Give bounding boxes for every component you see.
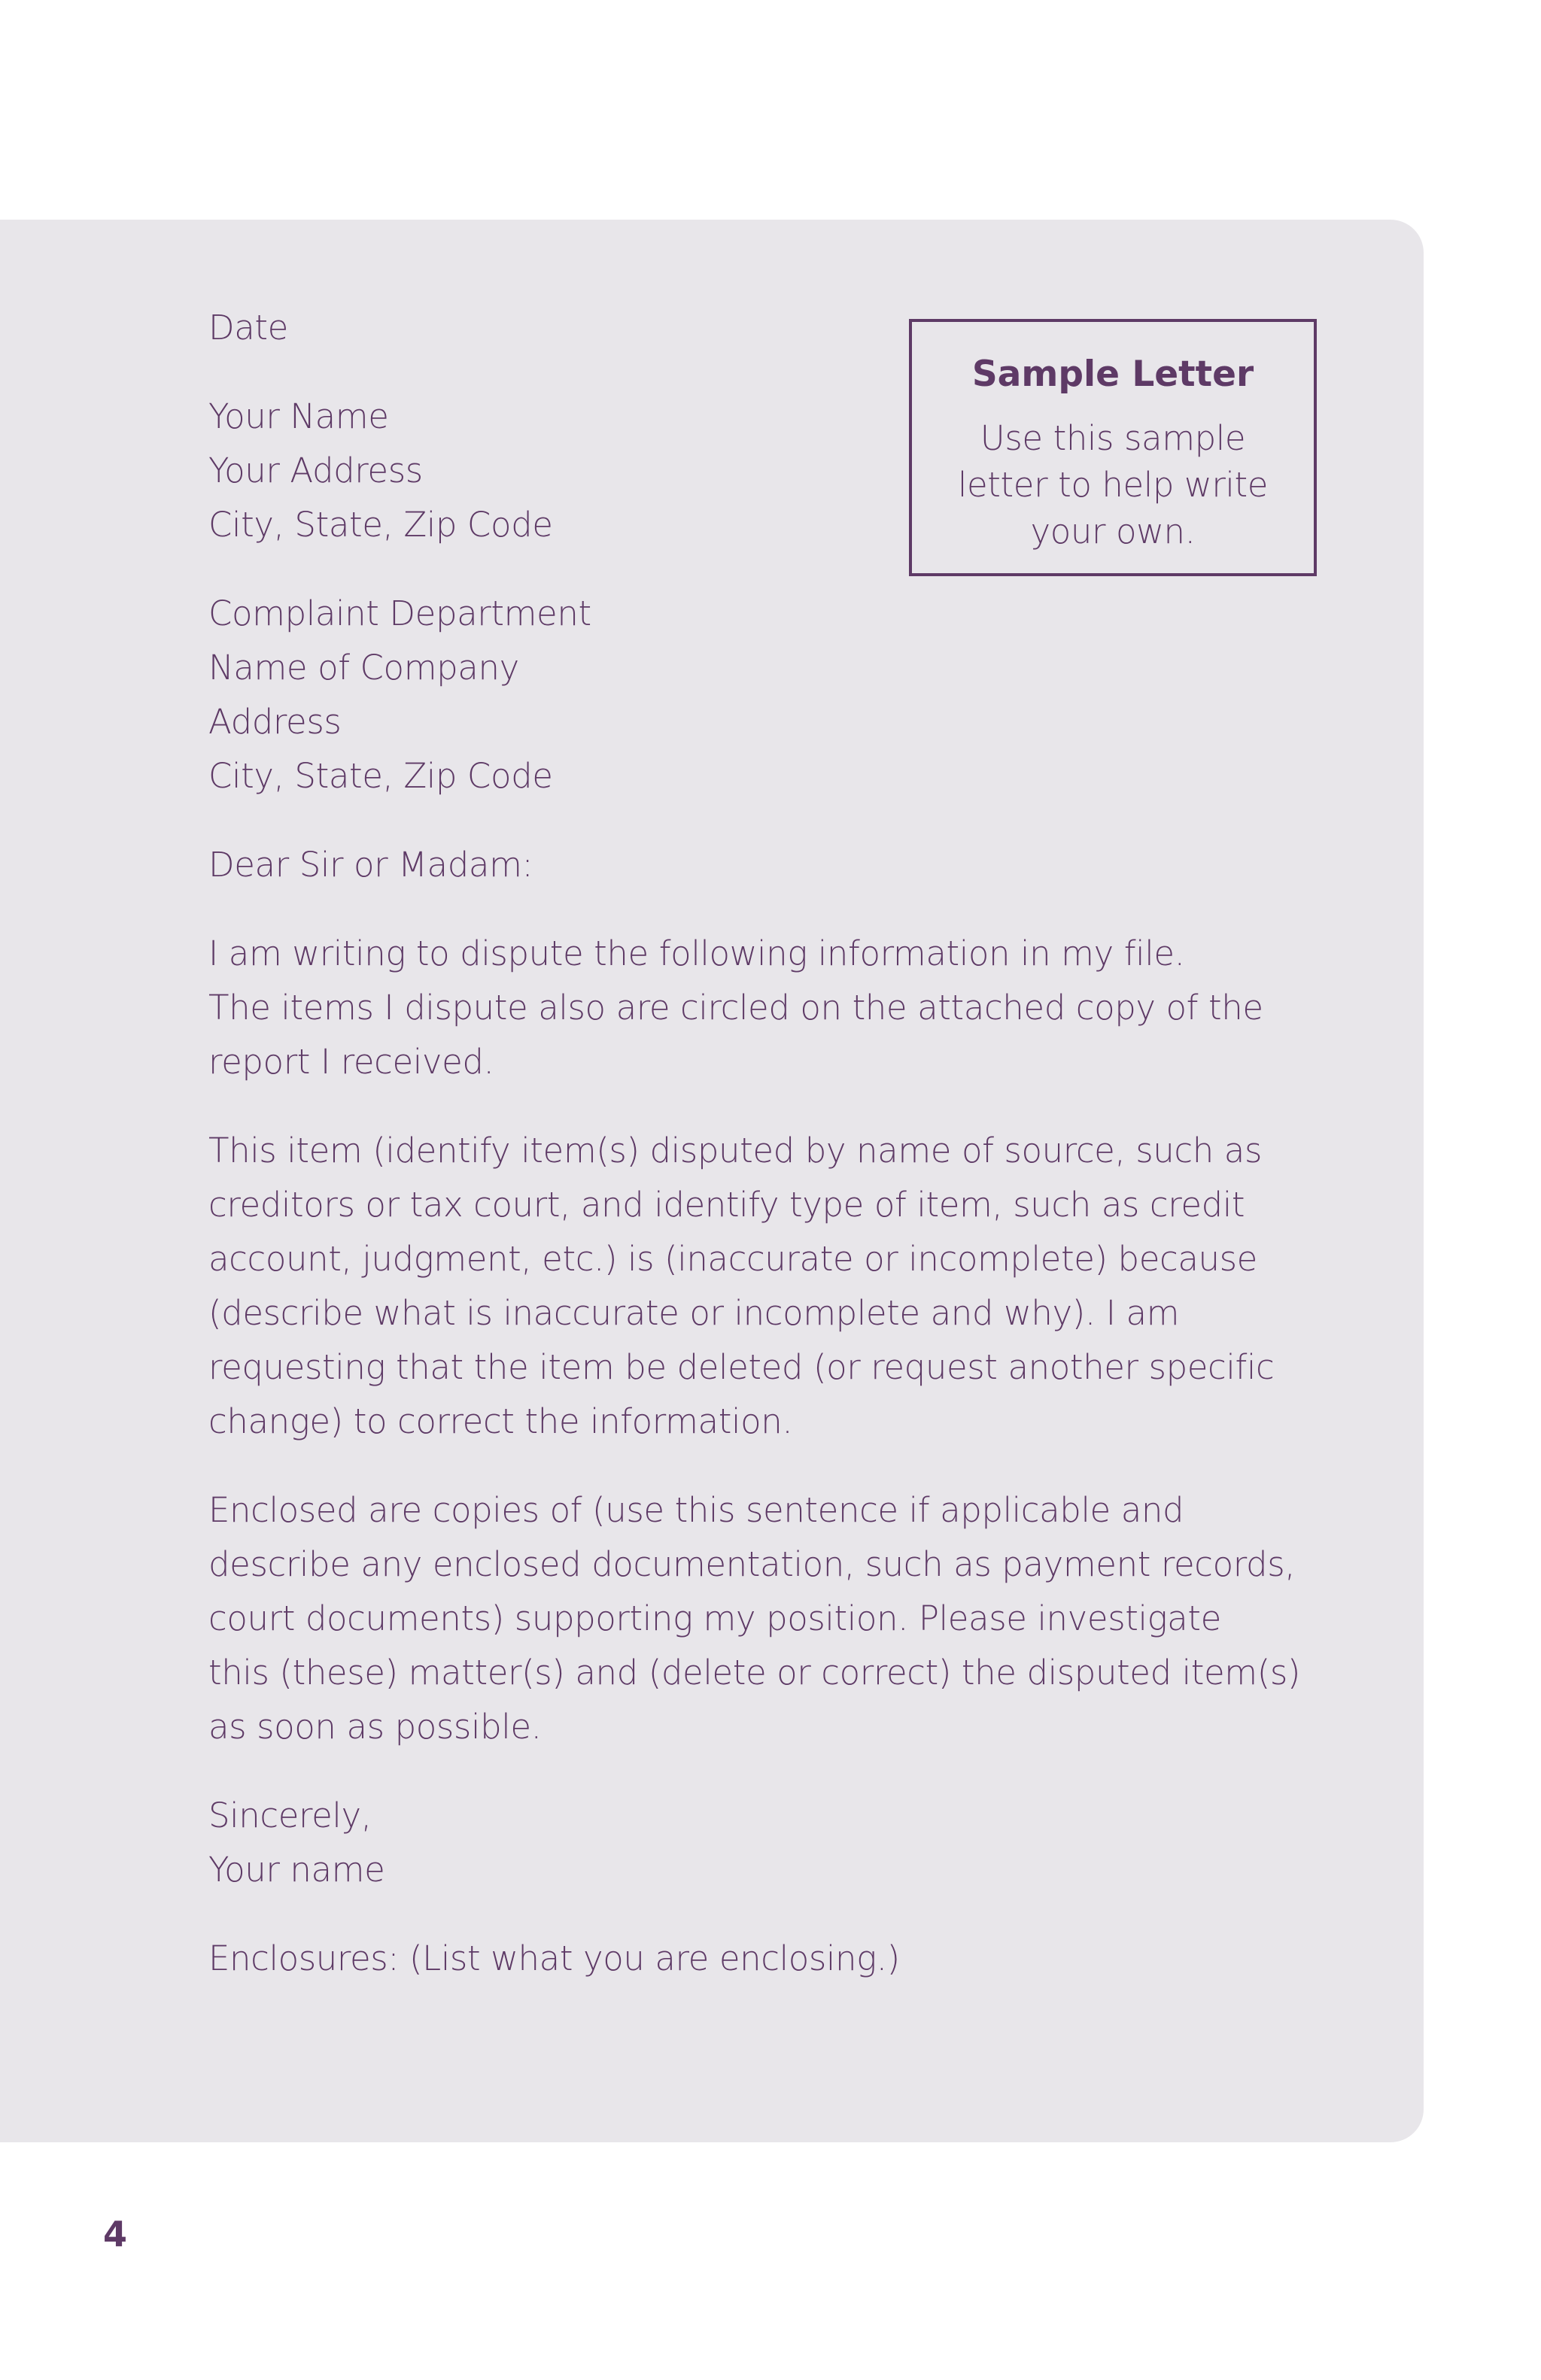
callout-line: your own.: [1030, 512, 1196, 551]
text-line: change) to correct the information.: [208, 1401, 793, 1441]
recipient-address: [208, 587, 1337, 803]
text-line: this (these) matter(s) and (delete or correct) the disputed item(s): [208, 1653, 1301, 1692]
text-line: (describe what is inaccurate or incomplete and why). I am: [208, 1293, 1180, 1333]
text-line: report I received.: [208, 1042, 494, 1082]
page-number: 4: [103, 2214, 128, 2254]
text-line: Enclosed are copies of (use this sentence if applicable and: [208, 1490, 1184, 1530]
sender-city: City, State, Zip Code: [208, 505, 553, 545]
enclosures: [208, 1932, 1337, 1986]
date-line: Date: [208, 308, 288, 348]
closing: [208, 1789, 1337, 1897]
callout-line: letter to help write: [957, 465, 1269, 505]
salutation-line: Dear Sir or Madam:: [208, 845, 533, 885]
callout-title: Sample Letter: [971, 354, 1254, 395]
text-line: court documents) supporting my position. Please investigate: [208, 1598, 1221, 1638]
text-line: This item (identify item(s) disputed by name of source, such as: [208, 1131, 1263, 1170]
callout-line: Use this sample: [980, 418, 1246, 458]
paragraph-enclosed: [208, 1483, 1337, 1754]
signature-line: Your name: [208, 1850, 385, 1890]
text-line: as soon as possible.: [208, 1707, 542, 1747]
enclosures-line: Enclosures: (List what you are enclosing.): [208, 1938, 900, 1978]
sender-street: Your Address: [208, 451, 423, 490]
paragraph-dispute: [208, 927, 1337, 1089]
callout-text: [912, 415, 1314, 555]
closing-line: Sincerely,: [208, 1796, 372, 1835]
recipient-street: Address: [208, 702, 342, 742]
text-line: account, judgment, etc.) is (inaccurate or incomplete) because: [208, 1239, 1257, 1279]
text-line: I am writing to dispute the following information in my file.: [208, 933, 1185, 973]
text-line: creditors or tax court, and identify type of item, such as credit: [208, 1185, 1245, 1225]
sample-letter-callout: [909, 319, 1317, 576]
salutation: [208, 838, 1337, 892]
sender-name: Your Name: [208, 396, 389, 436]
text-line: describe any enclosed documentation, such as payment records,: [208, 1544, 1296, 1584]
paragraph-item-details: [208, 1124, 1337, 1449]
text-line: requesting that the item be deleted (or request another specific: [208, 1347, 1275, 1387]
recipient-city: City, State, Zip Code: [208, 756, 553, 796]
text-line: The items I dispute also are circled on the attached copy of the: [208, 988, 1263, 1028]
recipient-department: Complaint Department: [208, 593, 591, 633]
recipient-company: Name of Company: [208, 648, 519, 688]
